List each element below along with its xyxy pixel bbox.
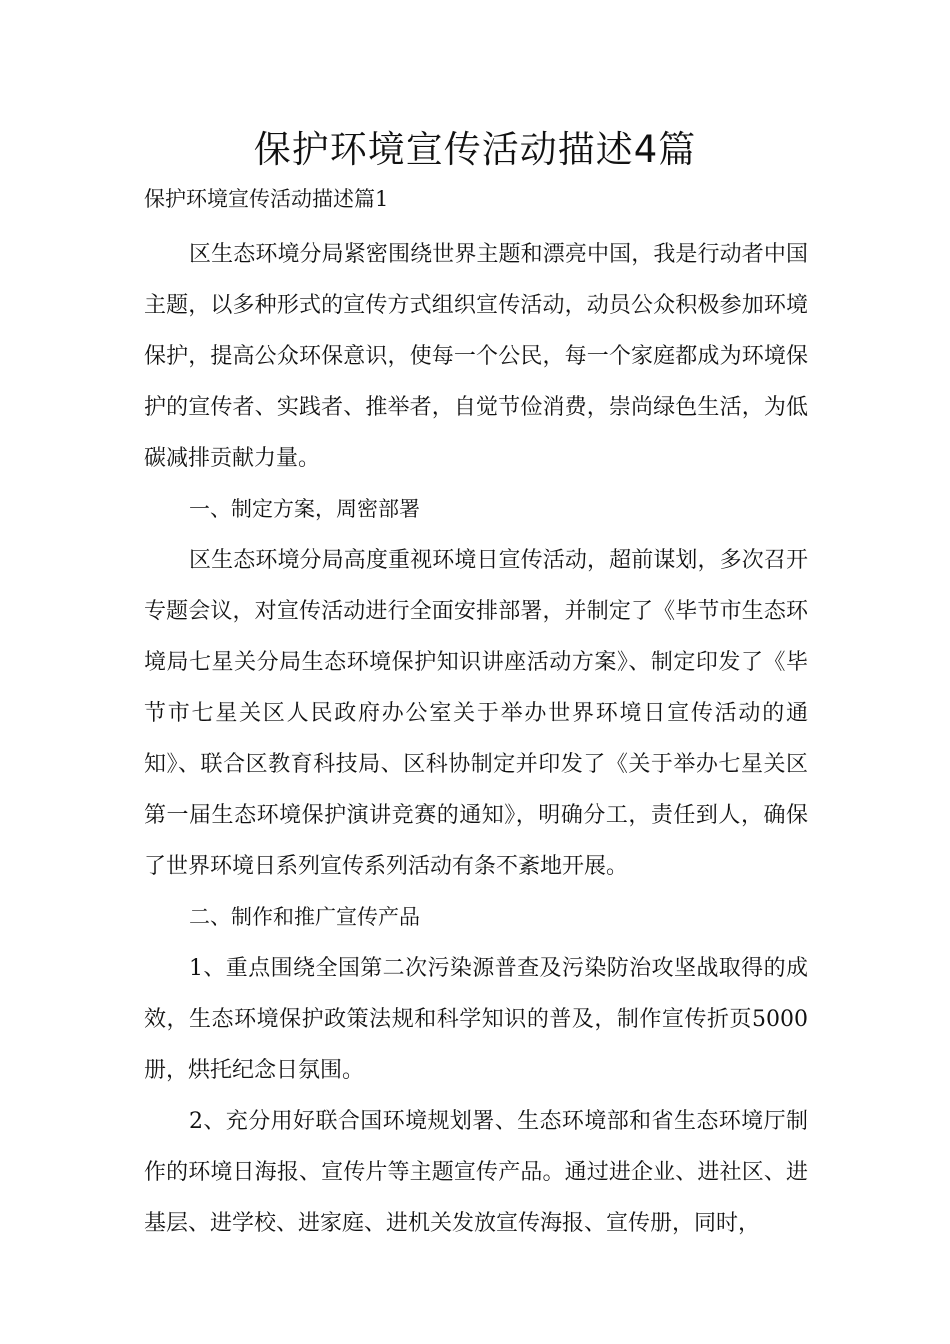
paragraph-item-2: 2、充分用好联合国环境规划署、生态环境部和省生态环境厅制作的环境日海报、宣传片等主题宣传产品。通过进企业、进社区、进基层、进学校、进家庭、进机关发放宣传海报、宣传册，同时， bbox=[144, 1109, 808, 1236]
paragraph-intro: 区生态环境分局紧密围绕世界主题和漂亮中国，我是行动者中国主题，以多种形式的宣传方式组织宣传活动，动员公众积极参加环境保护，提高公众环保意识，使每一个公民，每一个家庭都成为环境保护的宣传者、实践者、推举者，自觉节俭消费，崇尚绿色生活，为低碳减排贡献力量。 bbox=[144, 242, 808, 471]
paragraph-section-1: 区生态环境分局高度重视环境日宣传活动，超前谋划，多次召开专题会议，对宣传活动进行全面安排部署，并制定了《毕节市生态环境局七星关分局生态环境保护知识讲座活动方案》、制定印发了《毕节市七星关区人民政府办公室关于举办世界环境日宣传活动的通知》、联合区教育科技局、区科协制定并印发了《关于举办七星关区第一届生态环境保护演讲竞赛的通知》，明确分工，责任到人，确保了世界环境日系列宣传系列活动有条不紊地开展。 bbox=[144, 548, 808, 879]
document-title: 保护环境宣传活动描述4篇 bbox=[253, 128, 697, 171]
section-heading-1: 一、制定方案，周密部署 bbox=[189, 497, 420, 521]
section-heading-2: 二、制作和推广宣传产品 bbox=[189, 905, 420, 929]
paragraph-item-1: 1、重点围绕全国第二次污染源普查及污染防治攻坚战取得的成效，生态环境保护政策法规和科学知识的普及，制作宣传折页5000册，烘托纪念日氛围。 bbox=[144, 956, 808, 1083]
document-body bbox=[144, 229, 808, 1249]
document-subtitle: 保护环境宣传活动描述篇1 bbox=[144, 187, 389, 211]
